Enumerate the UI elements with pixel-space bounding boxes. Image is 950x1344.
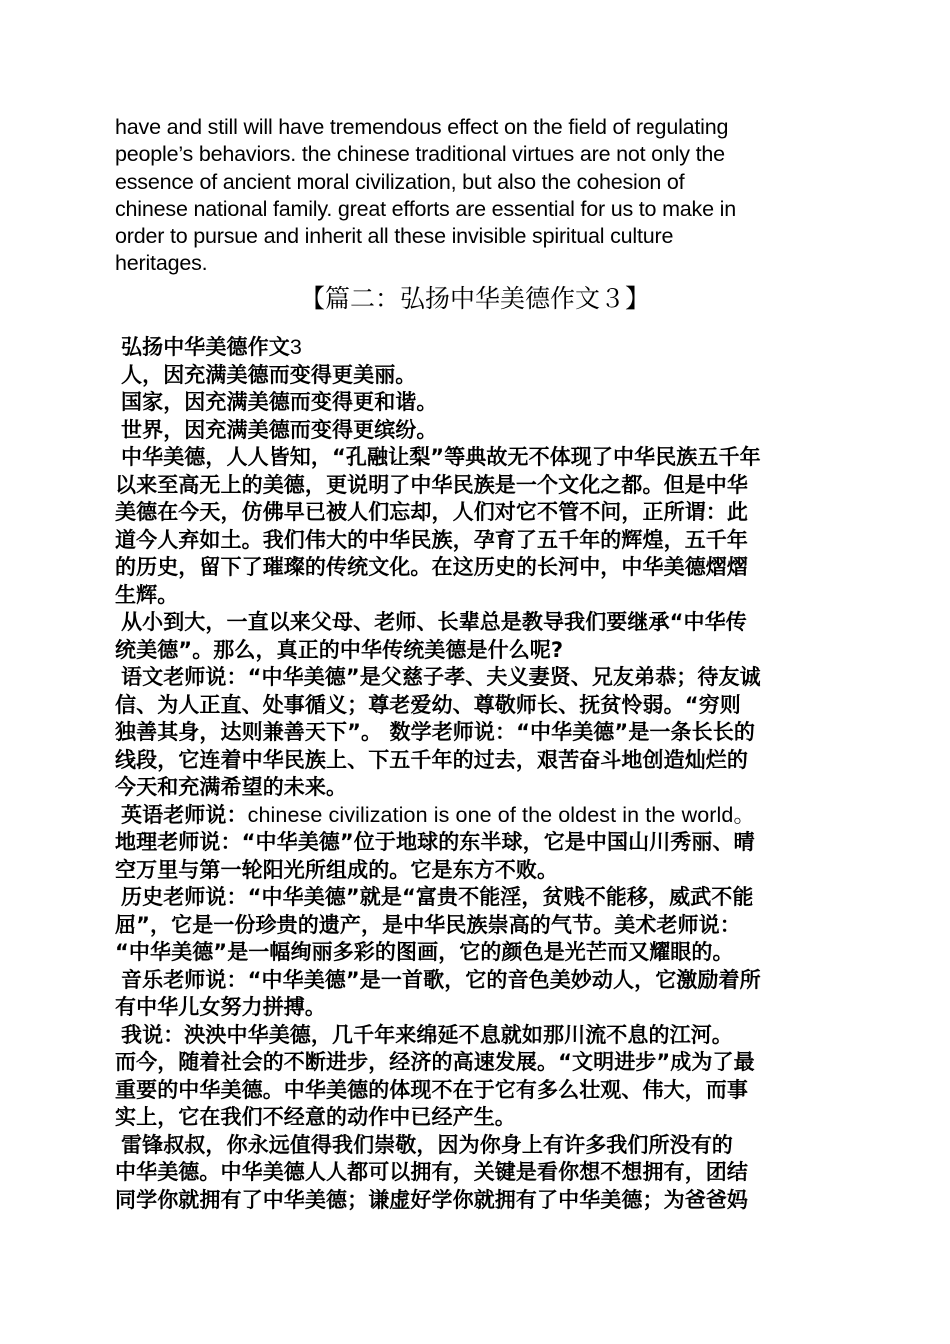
article-line: 地理老师说：“中华美德”位于地球的东半球，它是中国山川秀丽、晴	[115, 830, 755, 854]
article-line: 实上，它在我们不经意的动作中已经产生。	[115, 1105, 516, 1129]
article-line: 同学你就拥有了中华美德；谦虚好学你就拥有了中华美德；为爸爸妈	[115, 1187, 748, 1212]
article-line: 信、为人正直、处事循义；尊老爱幼、尊敬师长、抚贫怜弱。“穷则	[115, 692, 741, 717]
article-line: 道今人弃如土。我们伟大的中华民族，孕育了五千年的辉煌，五千年	[115, 527, 748, 552]
article-line: 雷锋叔叔，你永远值得我们崇敬，因为你身上有许多我们所没有的	[121, 1132, 733, 1157]
article-line: 我说：泱泱中华美德，几千年来绵延不息就如那川流不息的江河。	[121, 1022, 733, 1047]
section-heading: 【篇二：弘扬中华美德作文３】	[299, 284, 650, 313]
article-line: “中华美德”是一幅绚丽多彩的图画，它的颜色是光芒而又耀眼的。	[115, 940, 734, 964]
article-line: 历史老师说：“中华美德”就是“富贵不能淫，贫贱不能移，威武不能	[121, 885, 754, 909]
article-line: 音乐老师说：“中华美德”是一首歌，它的音色美妙动人，它激励着所	[121, 967, 761, 992]
article-line: 中华美德。中华美德人人都可以拥有，关键是看你想不想拥有，团结	[115, 1160, 748, 1184]
english-teacher-quote: chinese civilization is one of the oldest in the world。	[247, 802, 756, 827]
article-line: 生辉。	[115, 582, 179, 607]
article-line: 以来至高无上的美德，更说明了中华民族是一个文化之都。但是中华	[115, 472, 748, 497]
article-line: 统美德”。那么，真正的中华传统美德是什么呢?	[115, 637, 564, 662]
english-line: have and still will have tremendous effect on the field of regulating	[115, 115, 729, 139]
english-teacher-line	[115, 802, 845, 830]
article-line: 独善其身，达则兼善天下”。 数学老师说：“中华美德”是一条长长的	[115, 720, 755, 744]
article-line: 空万里与第一轮阳光所组成的。它是东方不败。	[115, 857, 559, 882]
article-line: 重要的中华美德。中华美德的体现不在于它有多么壮观、伟大，而事	[115, 1077, 748, 1102]
english-line: order to pursue and inherit all these invisible spiritual culture	[115, 224, 674, 249]
english-line: people’s behaviors. the chinese traditional virtues are not only the	[115, 142, 725, 167]
article-line: 世界，因充满美德而变得更缤纷。	[121, 417, 438, 442]
article-line: 国家，因充满美德而变得更和谐。	[121, 390, 438, 414]
article-line: 有中华儿女努力拼搏。	[115, 995, 326, 1019]
article-line: 人，因充满美德而变得更美丽。	[121, 362, 417, 387]
article-line: 语文老师说：“中华美德”是父慈子孝、夫义妻贤、兄友弟恭；待友诚	[121, 665, 761, 689]
article-line: 线段，它连着中华民族上、下五千年的过去，艰苦奋斗地创造灿烂的	[115, 747, 748, 772]
article-line: 美德在今天，仿佛早已被人们忘却，人们对它不管不问，正所谓：此	[115, 500, 748, 524]
english-line: heritages.	[115, 251, 208, 276]
article-line: 从小到大，一直以来父母、老师、长辈总是教导我们要继承“中华传	[121, 610, 747, 634]
article-line: 中华美德，人人皆知，“孔融让梨”等典故无不体现了中华民族五千年	[121, 445, 761, 469]
english-teacher-label: 英语老师说：	[121, 802, 248, 827]
english-line: chinese national family. great efforts are essential for us to make in	[115, 196, 736, 221]
article-title-text: 弘扬中华美德作文	[121, 335, 290, 359]
article-line: 的历史，留下了璀璨的传统文化。在这历史的长河中，中华美德熠熠	[115, 555, 748, 579]
article-title	[115, 334, 845, 362]
english-paragraph	[115, 114, 835, 278]
article-line: 屈”，它是一份珍贵的遗产，是中华民族崇高的气节。美术老师说：	[115, 912, 741, 937]
english-line: essence of ancient moral civilization, but also the cohesion of	[115, 169, 685, 194]
article-title-number: 3	[289, 335, 302, 359]
article-line: 而今，随着社会的不断进步，经济的高速发展。“文明进步”成为了最	[115, 1050, 755, 1074]
article-body	[115, 334, 845, 1214]
article-line: 今天和充满希望的未来。	[115, 775, 348, 799]
